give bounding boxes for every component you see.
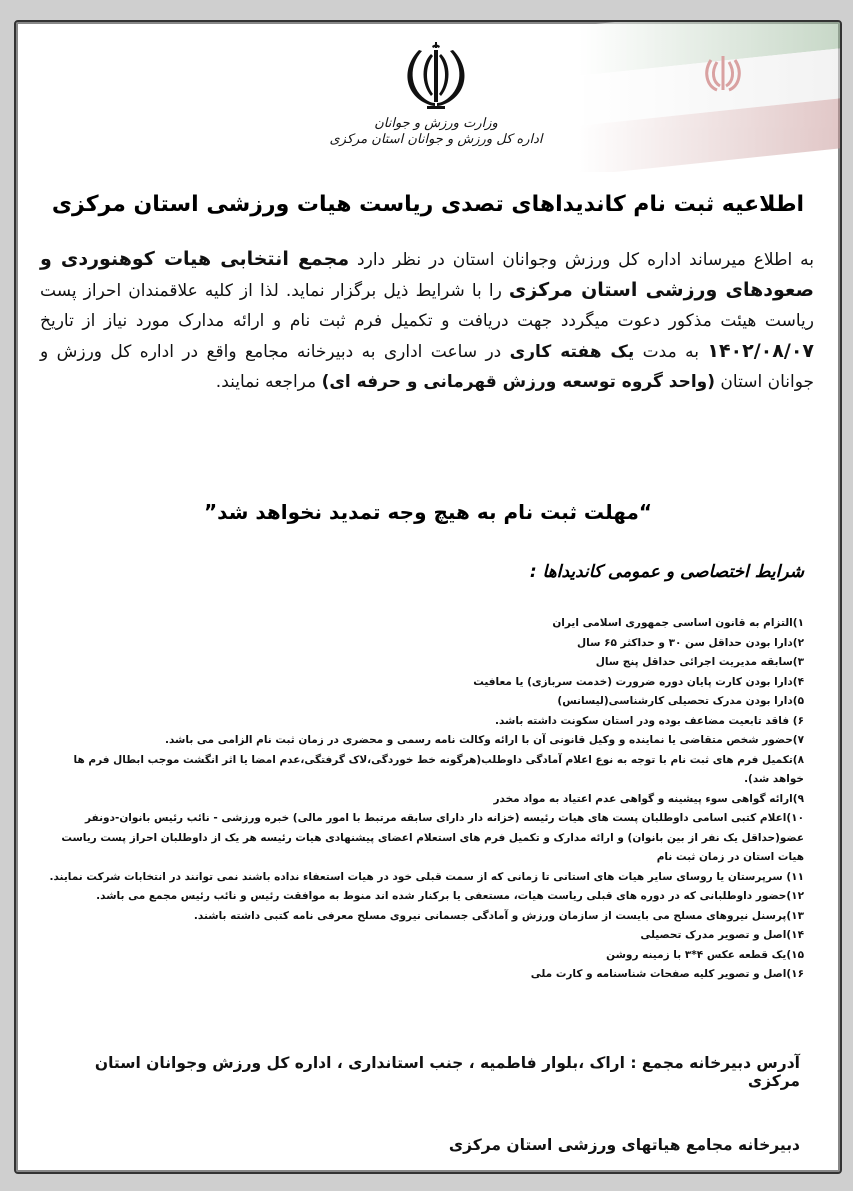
condition-item: ۲)دارا بودن حداقل سن ۳۰ و حداکثر ۶۵ سال <box>577 636 804 649</box>
condition-item: ۱۱) سرپرستان یا روسای سایر هیات های استانی تا زمانی که از سمت قبلی خود در هیات استعفاء نداده باشند نمی توانند در انتخابات شرکت نمایند. <box>49 870 804 883</box>
body-text-3: به مدت <box>642 342 699 362</box>
condition-item: ۴)دارا بودن کارت پایان دوره ضرورت (خدمت سربازی) یا معافیت <box>473 675 804 688</box>
ministry-name: وزارت ورزش و جوانان <box>374 116 498 131</box>
department-name: اداره کل ورزش و جوانان استان مرکزی <box>329 132 543 147</box>
condition-item: ۳)سابقه مدیریت اجرائی حداقل پنج سال <box>595 656 804 668</box>
unit-name: (واحد گروه توسعه ورزش قهرمانی و حرفه ای) <box>321 372 716 392</box>
condition-item: ۹)ارائه گواهی سوء پیشینه و گواهی عدم اعتیاد به مواد مخدر <box>493 792 804 805</box>
condition-item: ۱۵)یک قطعه عکس ۴*۳ با زمینه روشن <box>606 948 804 961</box>
address-block <box>56 1054 800 1090</box>
conditions-title: شرایط اختصاصی و عمومی کاندیداها : <box>529 562 804 582</box>
start-date: ۱۴۰۲/۰۸/۰۷ <box>707 340 815 362</box>
body-text-4: در ساعت اداری به دبیرخانه مجامع واقع در اداره کل ورزش و جوانان استان <box>40 342 814 392</box>
condition-item: ۱۰)اعلام کتبی اسامی داوطلبان پست های هیات رئیسه (خزانه دار دارای سابقه مرتبط با امور مالی) خبره ورزشی - نائب رئیس بانوان-دونفر عضو(حداقل یک نفر از بین بانوان) و ارائه مدارک و تکمیل فرم های استعلام اعضای پیشنهادی هیات رئیسه هر یک از داوطلبان احراز پست ریاست هیات استان در زمان ثبت نام <box>61 812 804 863</box>
duration: یک هفته کاری <box>509 342 635 362</box>
flag-emblem-icon <box>701 52 745 96</box>
letterhead <box>316 40 556 148</box>
condition-item: ۱۲)حضور داوطلبانی که در دوره های قبلی ریاست هیات، مستعفی یا برکنار شده اند منوط به موافقت رئیس و نائب رئیس مجمع می باشد. <box>96 890 804 902</box>
notice-sheet <box>14 20 842 1174</box>
notice-body <box>40 244 814 397</box>
condition-item: ۱۳)پرسنل نیروهای مسلح می بایست از سازمان ورزش و آمادگی جسمانی نیروی مسلح معرفی نامه کتبی داشته باشند. <box>193 909 804 922</box>
condition-item: ۱۴)اصل و تصویر مدرک تحصیلی <box>640 929 804 941</box>
iran-emblem-icon <box>401 40 471 114</box>
body-text-2: را با شرایط ذیل برگزار نماید. لذا از کلیه علاقمندان احراز پست ریاست هیئت مذکور دعوت میگردد جهت دریافت و تکمیل فرم ثبت نام و ارائه مدارک مورد نیاز از تاریخ <box>40 281 814 331</box>
body-text-5: مراجعه نمایند. <box>215 372 317 392</box>
condition-item: ۷)حضور شخص متقاضی یا نماینده و وکیل قانونی آن با ارائه وکالت نامه رسمی و محضری در زمان ثبت نام الزامی می باشد. <box>165 734 804 746</box>
address-label: آدرس دبیرخانه مجمع : <box>630 1054 800 1072</box>
body-text-1: به اطلاع میرساند اداره کل ورزش وجوانان استان در نظر دارد <box>357 250 815 270</box>
condition-item: ۶) فاقد تابعیت مضاعف بوده ودر استان سکونت داشته باشد. <box>495 714 804 727</box>
deadline-notice: “مهلت ثبت نام به هیچ وجه تمدید نخواهد شد” <box>204 500 652 524</box>
conditions-list <box>40 614 804 985</box>
condition-item: ۸)تکمیل فرم های ثبت نام با توجه به نوع اعلام آمادگی داوطلب(هرگونه خط خوردگی،لاک گرفتگی،عدم امضا یا اثر انگشت موجب ابطال فرم ها خواهد شد). <box>73 753 804 785</box>
address-text: اراک ،بلوار فاطمیه ، جنب استانداری ، اداره کل ورزش وجوانان استان مرکزی <box>94 1054 800 1090</box>
condition-item: ۱۶)اصل و تصویر کلیه صفحات شناسنامه و کارت ملی <box>530 968 804 980</box>
condition-item: ۱)التزام به قانون اساسی جمهوری اسلامی ایران <box>552 617 804 629</box>
notice-title: اطلاعیه ثبت نام کاندیداهای تصدی ریاست هیات ورزشی استان مرکزی <box>51 192 805 217</box>
footer-signature: دبیرخانه مجامع هیاتهای ورزشی استان مرکزی <box>448 1136 800 1154</box>
flag-watermark <box>580 22 840 172</box>
condition-item: ۵)دارا بودن مدرک تحصیلی کارشناسی(لیسانس) <box>557 695 804 707</box>
assembly-name: مجمع انتخابی هیات کوهنوردی و صعودهای ورزشی استان مرکزی <box>40 248 815 301</box>
